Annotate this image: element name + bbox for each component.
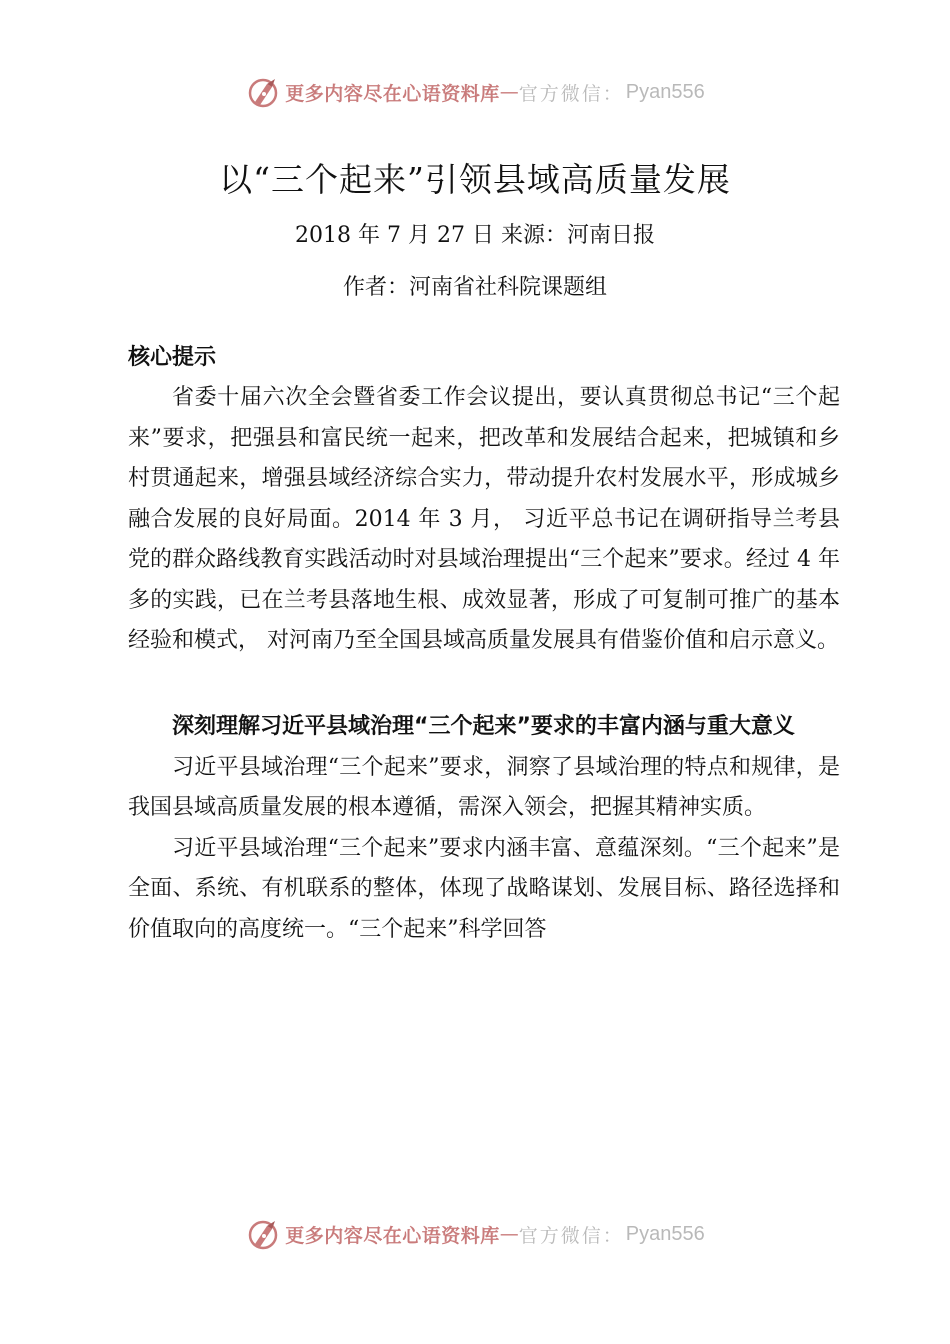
article-title: 以“三个起来”引领县域高质量发展 — [219, 160, 731, 199]
watermark-separator: — — [499, 1223, 519, 1245]
pen-nib-logo-icon — [245, 1216, 281, 1252]
section-heading: 深刻理解习近平县域治理“三个起来”要求的丰富内涵与重大意义 — [172, 713, 795, 739]
watermark-brand: 更多内容尽在心语资料库 — [285, 1224, 500, 1247]
article-author: 作者：河南省社科院课题组 — [342, 275, 607, 300]
watermark-account: Pyan556 — [625, 1222, 705, 1245]
watermark-header — [0, 72, 950, 112]
article-body — [128, 338, 840, 950]
summary-heading: 核心提示 — [128, 345, 217, 370]
watermark-account: Pyan556 — [625, 80, 705, 103]
article-date-source: 2018 年 7 月 27 日 来源：河南日报 — [295, 223, 655, 248]
pen-nib-logo-icon — [245, 74, 281, 110]
watermark-official-label: 官方微信： — [518, 1224, 624, 1247]
section-paragraph-2: 习近平县域治理“三个起来”要求内涵丰富、意蕴深刻。“三个起来”是全面、系统、有机联系的整体，体现了战略谋划、发展目标、路径选择和价值取向的高度统一。“三个起来”科学回答 — [128, 835, 840, 942]
summary-paragraph: 省委十届六次全会暨省委工作会议提出，要认真贯彻总书记“三个起来”要求，把强县和富民统一起来，把改革和发展结合起来，把城镇和乡村贯通起来，增强县域经济综合实力，带动提升农村发展水平，形成城乡融合发展的良好局面。2014 年 3 月， 习近平总书记在调研指导兰考县党的群众路线教育实践活动时对县域治理提出“三个起来”要求。经过 4 年多的实践，已在兰考县落地生根、成效显著，形成了可复制可推广的基本经验和模式， 对河南乃至全国县域高质量发展具有借鉴价值和启示意义。 — [128, 385, 840, 653]
section-paragraph-1: 习近平县域治理“三个起来”要求，洞察了县域治理的特点和规律，是我国县域高质量发展的根本遵循，需深入领会，把握其精神实质。 — [128, 754, 840, 820]
watermark-brand: 更多内容尽在心语资料库 — [285, 82, 500, 105]
watermark-separator: — — [499, 81, 519, 103]
watermark-official-label: 官方微信： — [518, 82, 624, 105]
watermark-footer — [0, 1214, 950, 1254]
